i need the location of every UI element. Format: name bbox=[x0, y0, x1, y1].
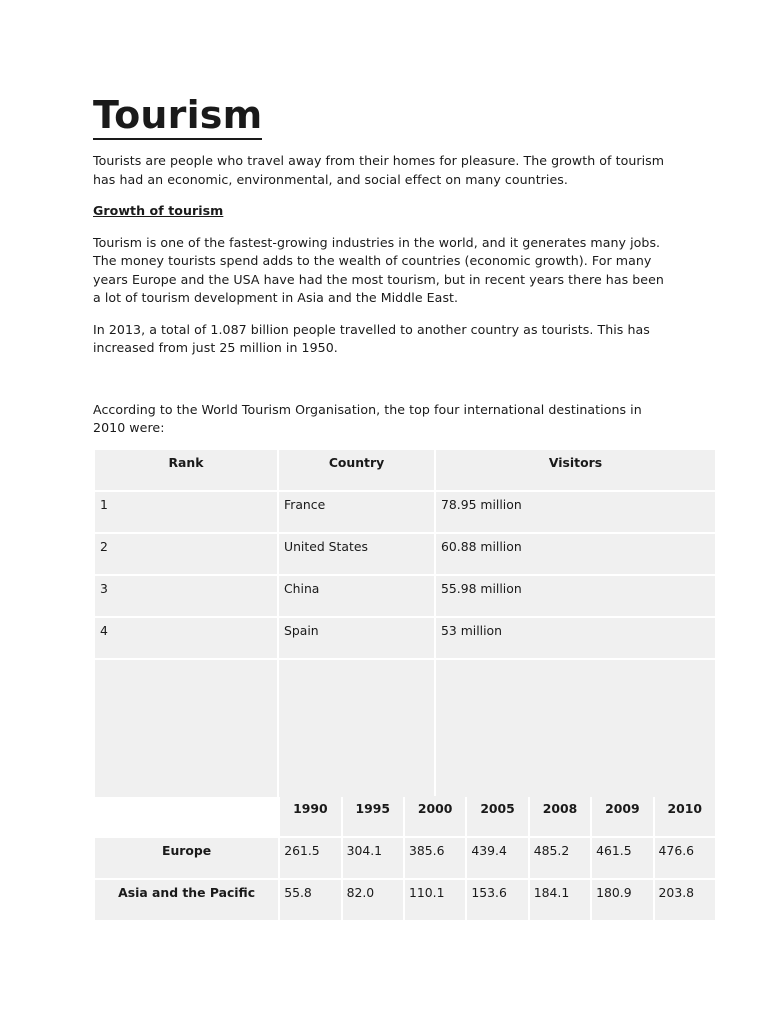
visitors-cell: 53 million bbox=[436, 618, 715, 658]
rank-cell: 1 bbox=[95, 492, 277, 532]
table-header-row bbox=[95, 450, 715, 490]
regional-arrivals-table bbox=[93, 794, 717, 922]
rank-cell: 4 bbox=[95, 618, 277, 658]
empty-cell bbox=[95, 660, 277, 797]
empty-cell bbox=[436, 660, 715, 797]
country-cell: Spain bbox=[279, 618, 434, 658]
value-cell: 110.1 bbox=[405, 880, 465, 920]
empty-table-row bbox=[95, 660, 715, 797]
rank-cell: 2 bbox=[95, 534, 277, 574]
value-cell: 485.2 bbox=[530, 838, 590, 878]
table-row bbox=[95, 880, 715, 920]
year-header: 1995 bbox=[343, 796, 403, 836]
top-destinations-table bbox=[93, 448, 717, 799]
empty-cell bbox=[279, 660, 434, 797]
region-label: Asia and the Pacific bbox=[95, 880, 278, 920]
intro-paragraph: Tourists are people who travel away from their homes for pleasure. The growth of tourism has had an economic, environmental, and social effect on many countries. bbox=[93, 153, 665, 187]
corner-cell bbox=[95, 796, 278, 836]
table-row bbox=[95, 838, 715, 878]
page-title: Tourism bbox=[93, 92, 262, 140]
year-header: 2009 bbox=[592, 796, 652, 836]
visitors-cell: 78.95 million bbox=[436, 492, 715, 532]
value-cell: 180.9 bbox=[592, 880, 652, 920]
value-cell: 304.1 bbox=[343, 838, 403, 878]
value-cell: 184.1 bbox=[530, 880, 590, 920]
table-row bbox=[95, 492, 715, 532]
year-header: 2010 bbox=[655, 796, 715, 836]
visitors-cell: 55.98 million bbox=[436, 576, 715, 616]
country-cell: United States bbox=[279, 534, 434, 574]
year-header: 2008 bbox=[530, 796, 590, 836]
header-rank: Rank bbox=[95, 450, 277, 490]
header-visitors: Visitors bbox=[436, 450, 715, 490]
value-cell: 261.5 bbox=[280, 838, 340, 878]
value-cell: 461.5 bbox=[592, 838, 652, 878]
visitors-cell: 60.88 million bbox=[436, 534, 715, 574]
table-row bbox=[95, 534, 715, 574]
value-cell: 82.0 bbox=[343, 880, 403, 920]
document-body bbox=[93, 92, 673, 438]
value-cell: 153.6 bbox=[467, 880, 527, 920]
growth-paragraph: Tourism is one of the fastest-growing industries in the world, and it generates many jobs. The money tourists spend adds to the wealth of countries (economic growth). For many years Europe and the USA have had the most tourism, but in recent years there has been a lot of tourism development in Asia and the Middle East. bbox=[93, 234, 664, 305]
value-cell: 203.8 bbox=[655, 880, 715, 920]
destinations-intro-paragraph: According to the World Tourism Organisation, the top four international destinations in 2010 were: bbox=[93, 401, 642, 435]
value-cell: 385.6 bbox=[405, 838, 465, 878]
section-heading: Growth of tourism bbox=[93, 203, 224, 218]
year-header: 2000 bbox=[405, 796, 465, 836]
value-cell: 55.8 bbox=[280, 880, 340, 920]
year-header-row bbox=[95, 796, 715, 836]
year-header: 1990 bbox=[280, 796, 340, 836]
country-cell: France bbox=[279, 492, 434, 532]
header-country: Country bbox=[279, 450, 434, 490]
rank-cell: 3 bbox=[95, 576, 277, 616]
country-cell: China bbox=[279, 576, 434, 616]
table-row bbox=[95, 576, 715, 616]
region-label: Europe bbox=[95, 838, 278, 878]
table-row bbox=[95, 618, 715, 658]
statistics-paragraph: In 2013, a total of 1.087 billion people travelled to another country as tourists. This has increased from just 25 million in 1950. bbox=[93, 321, 650, 355]
value-cell: 476.6 bbox=[655, 838, 715, 878]
value-cell: 439.4 bbox=[467, 838, 527, 878]
year-header: 2005 bbox=[467, 796, 527, 836]
